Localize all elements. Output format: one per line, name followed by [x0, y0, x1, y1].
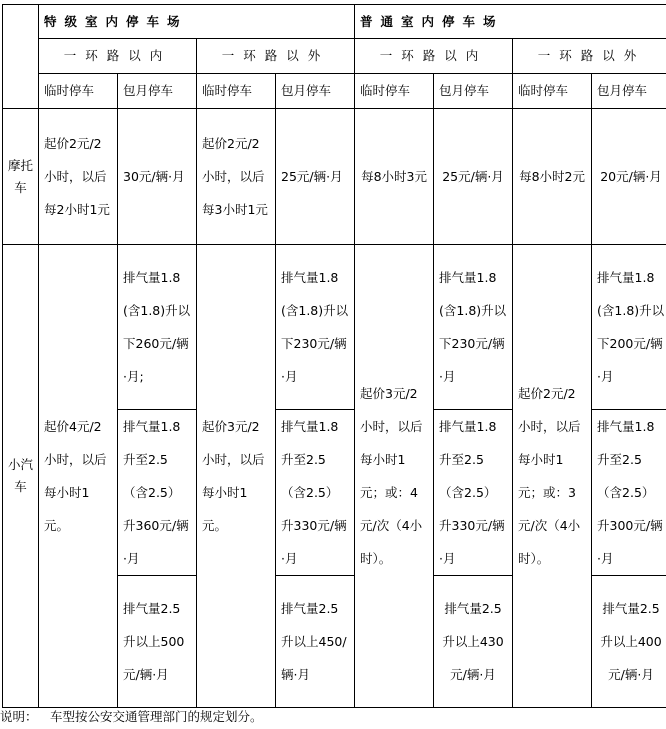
footnote — [0, 707, 263, 725]
cell-car-ordinary-outside-temp: 起价2元/2小时，以后每小时1元；或：3元/次（4小时）。 — [513, 245, 592, 708]
cell-car-special-inside-temp: 起价4元/2小时，以后每小时1元。 — [39, 245, 118, 708]
header-special-outside-ring: 一环路以外 — [197, 39, 355, 74]
footnote-text: 车型按公安交通管理部门的规定划分。 — [50, 709, 263, 724]
row-label-car: 小汽车 — [3, 245, 39, 708]
cell-car-ordinary-outside-month-tier2: 排气量1.8升至2.5（含2.5）升300元/辆·月 — [592, 410, 666, 576]
cell-motorcycle-special-inside-temp: 起价2元/2小时，以后每2小时1元 — [39, 109, 118, 245]
cell-car-ordinary-outside-month-tier1: 排气量1.8(含1.8)升以下200元/辆·月 — [592, 245, 666, 410]
cell-car-ordinary-inside-month-tier1: 排气量1.8(含1.8)升以下230元/辆·月 — [434, 245, 513, 410]
cell-car-ordinary-inside-month-tier2: 排气量1.8升至2.5（含2.5）升330元/辆·月 — [434, 410, 513, 576]
cell-car-special-outside-temp: 起价3元/2小时，以后每小时1元。 — [197, 245, 276, 708]
header-temporary: 临时停车 — [513, 74, 592, 109]
cell-motorcycle-special-inside-month: 30元/辆·月 — [118, 109, 197, 245]
cell-motorcycle-ordinary-inside-month: 25元/辆·月 — [434, 109, 513, 245]
header-monthly: 包月停车 — [276, 74, 355, 109]
header-ordinary-outside-ring: 一环路以外 — [513, 39, 666, 74]
cell-car-special-outside-month-tier1: 排气量1.8(含1.8)升以下230元/辆·月 — [276, 245, 355, 410]
header-special-lot: 特级室内停车场 — [39, 5, 355, 39]
cell-car-special-outside-month-tier3: 排气量2.5升以上450/辆·月 — [276, 576, 355, 708]
header-temporary: 临时停车 — [39, 74, 118, 109]
cell-motorcycle-special-outside-temp: 起价2元/2小时，以后每3小时1元 — [197, 109, 276, 245]
cell-car-special-outside-month-tier2: 排气量1.8升至2.5（含2.5）升330元/辆·月 — [276, 410, 355, 576]
cell-motorcycle-ordinary-outside-temp: 每8小时2元 — [513, 109, 592, 245]
cell-motorcycle-ordinary-outside-month: 20元/辆·月 — [592, 109, 666, 245]
header-monthly: 包月停车 — [118, 74, 197, 109]
header-monthly: 包月停车 — [592, 74, 666, 109]
header-ordinary-lot: 普通室内停车场 — [355, 5, 666, 39]
cell-motorcycle-ordinary-inside-temp: 每8小时3元 — [355, 109, 434, 245]
header-monthly: 包月停车 — [434, 74, 513, 109]
row-label-motorcycle: 摩托车 — [3, 109, 39, 245]
header-special-inside-ring: 一环路以内 — [39, 39, 197, 74]
cell-car-ordinary-inside-month-tier3: 排气量2.5升以上430元/辆·月 — [434, 576, 513, 708]
footnote-label: 说明： — [0, 709, 38, 724]
cell-car-special-inside-month-tier1: 排气量1.8(含1.8)升以下260元/辆·月; — [118, 245, 197, 410]
header-temporary: 临时停车 — [355, 74, 434, 109]
cell-car-special-inside-month-tier3: 排气量2.5升以上500元/辆·月 — [118, 576, 197, 708]
cell-car-ordinary-inside-temp: 起价3元/2小时，以后每小时1元；或：4元/次（4小时）。 — [355, 245, 434, 708]
cell-motorcycle-special-outside-month: 25元/辆·月 — [276, 109, 355, 245]
header-ordinary-inside-ring: 一环路以内 — [355, 39, 513, 74]
cell-car-ordinary-outside-month-tier3: 排气量2.5升以上400元/辆·月 — [592, 576, 666, 708]
cell-car-special-inside-month-tier2: 排气量1.8升至2.5（含2.5）升360元/辆·月 — [118, 410, 197, 576]
parking-fee-table — [2, 4, 666, 708]
corner-cell — [3, 5, 39, 109]
header-temporary: 临时停车 — [197, 74, 276, 109]
